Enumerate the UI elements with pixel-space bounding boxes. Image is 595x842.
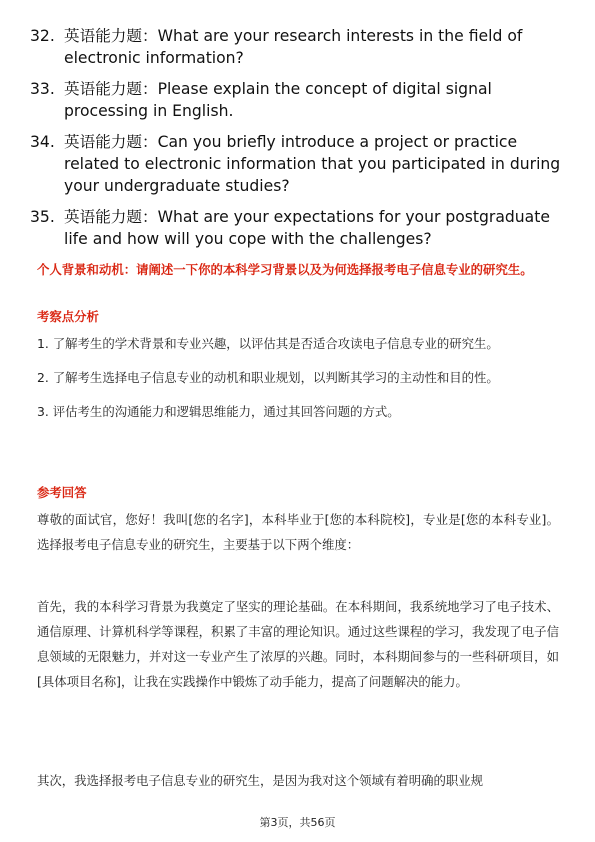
question-number: 32. <box>30 27 55 45</box>
analysis-list <box>37 332 557 434</box>
answer-title: 参考回答 <box>37 485 87 500</box>
question-item <box>30 206 570 250</box>
question-text: 英语能力题：Can you briefly introduce a project or practice related to electronic information that you participated in during your undergraduate studies? <box>64 133 561 195</box>
analysis-item: 2. 了解考生选择电子信息专业的动机和职业规划，以判断其学习的主动性和目的性。 <box>37 370 499 385</box>
question-item <box>30 78 570 122</box>
question-item <box>30 131 570 197</box>
section-heading: 个人背景和动机：请阐述一下你的本科学习背景以及为何选择报考电子信息专业的研究生。 <box>37 262 533 277</box>
analysis-title: 考察点分析 <box>37 309 99 324</box>
question-number: 34. <box>30 133 55 151</box>
question-number: 35. <box>30 208 55 226</box>
analysis-item: 1. 了解考生的学术背景和专业兴趣，以评估其是否适合攻读电子信息专业的研究生。 <box>37 336 499 351</box>
question-text: 英语能力题：Please explain the concept of digital signal processing in English. <box>64 80 492 120</box>
answer-paragraph: 其次，我选择报考电子信息专业的研究生，是因为我对这个领域有着明确的职业规 <box>37 773 484 788</box>
question-text: 英语能力题：What are your research interests in the field of electronic information? <box>64 27 523 67</box>
analysis-item: 3. 评估考生的沟通能力和逻辑思维能力，通过其回答问题的方式。 <box>37 404 400 419</box>
question-text: 英语能力题：What are your expectations for your postgraduate life and how will you cope with the challenges? <box>64 208 550 248</box>
question-number: 33. <box>30 80 55 98</box>
question-item <box>30 25 570 69</box>
answer-paragraph: 尊敬的面试官，您好！我叫[您的名字]，本科毕业于[您的本科院校]，专业是[您的本科专业]。选择报考电子信息专业的研究生，主要基于以下两个维度： <box>37 512 559 552</box>
answer-paragraph: 首先，我的本科学习背景为我奠定了坚实的理论基础。在本科期间，我系统地学习了电子技术、通信原理、计算机科学等课程，积累了丰富的理论知识。通过这些课程的学习，我发现了电子信息领域的无限魅力，并对这一专业产生了浓厚的兴趣。同时，本科期间参与的一些科研项目，如[具体项目名称]，让我在实践操作中锻炼了动手能力，提高了问题解决的能力。 <box>37 599 559 689</box>
question-list <box>30 25 570 259</box>
page-footer: 第3页，共56页 <box>259 816 336 829</box>
